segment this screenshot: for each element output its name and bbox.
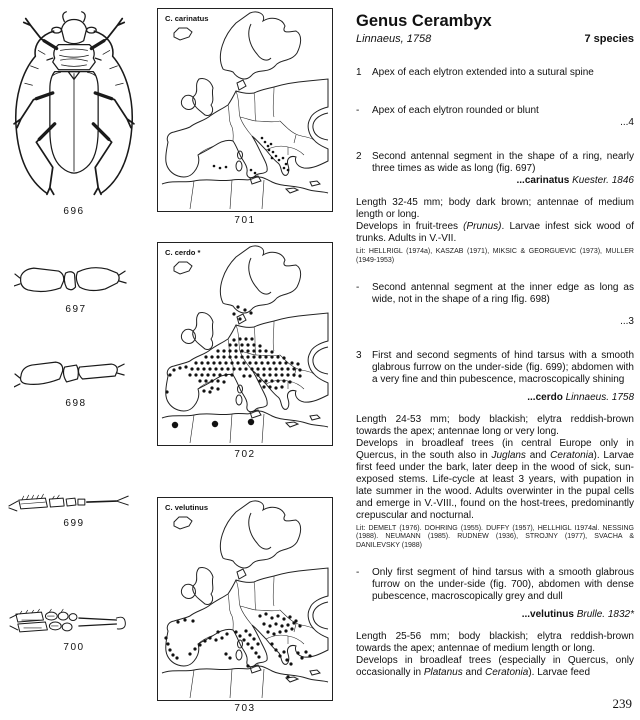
text-segment: First and second segments of hind tarsus with a smooth glabrous furrow on the under-side (fig. 699); abdomen with a very fine and thin pubescence, macroscopically shining bbox=[372, 349, 634, 385]
key-item bbox=[356, 105, 634, 117]
text-segment: ...cerdo bbox=[527, 391, 563, 403]
figure-tarsus-cerdo bbox=[6, 492, 142, 529]
key-item bbox=[356, 151, 634, 175]
distribution-dots bbox=[165, 305, 301, 428]
key-item bbox=[356, 567, 634, 603]
species-count: 7 species bbox=[584, 33, 634, 45]
text-segment: Ceratonia bbox=[484, 666, 529, 678]
map-cerdo bbox=[157, 242, 333, 446]
map-species-label: C. carinatus bbox=[165, 14, 209, 23]
text-segment: Develops in fruit-trees bbox=[356, 221, 464, 232]
europe-map-svg bbox=[158, 498, 332, 700]
text-segment: . Larvae infest sick wood of trunks. Adults in V.-VII. bbox=[356, 221, 634, 244]
text-segment: Second antennal segment at the inner edge as long as wide, not in the shape of a ring Ifig. 698) bbox=[372, 281, 634, 305]
antennal-segment-drawing bbox=[14, 356, 138, 396]
identification-key bbox=[356, 67, 634, 679]
figure-beetle-habitus bbox=[2, 6, 146, 217]
key-item-marker: - bbox=[356, 105, 360, 116]
map-figure-number: 701 bbox=[234, 215, 256, 226]
text-segment: Length 24-53 mm; body blackish; elytra reddish-brown towards the apex; antennae long or very long. bbox=[356, 413, 634, 437]
text-segment: Ceratonia bbox=[550, 449, 594, 461]
text-segment: ...carinatus bbox=[516, 175, 570, 186]
hind-tarsus-drawing bbox=[6, 606, 142, 640]
map-figure-number: 702 bbox=[234, 449, 256, 460]
page-number: 239 bbox=[612, 696, 632, 711]
figure-antennal-flat bbox=[14, 356, 138, 409]
key-item-text bbox=[372, 282, 634, 306]
species-paragraph bbox=[356, 438, 634, 522]
antennal-segment-drawing bbox=[14, 262, 138, 302]
text-segment: Apex of each elytron rounded or blunt bbox=[372, 105, 539, 116]
distribution-dots bbox=[213, 137, 290, 175]
species-paragraph bbox=[356, 221, 634, 245]
text-segment: Develops in broadleaf trees (especially in Quercus, only occasionally in bbox=[356, 654, 634, 678]
text-segment: ). Larvae feed bbox=[528, 666, 591, 678]
literature-note: Lit: DEMELT (1976). DOHRING (1955). DUFFY (1957), HELLHIGL I1974al. NESSING (1988). NEUMANN (1985). RUDNEW (1936), STROJNY (1977), SVACHA & DANILEVSKY (1988) bbox=[356, 524, 634, 550]
text-segment: Apex of each elytron extended into a sutural spine bbox=[372, 67, 594, 78]
text-segment: Length 25-56 mm; body blackish; elytra reddish-brown towards the apex; antennae of medium length or long. bbox=[356, 630, 634, 654]
key-item-text bbox=[372, 567, 634, 603]
species-paragraph bbox=[356, 631, 634, 655]
key-item-text bbox=[372, 105, 634, 117]
key-reference-line bbox=[356, 117, 634, 129]
species-paragraph bbox=[356, 197, 634, 221]
figure-number: 697 bbox=[65, 304, 87, 315]
map-species-label: C. cerdo * bbox=[165, 248, 201, 257]
text-segment: Juglans bbox=[491, 449, 526, 461]
key-item-text bbox=[372, 350, 634, 386]
europe-map-svg bbox=[158, 243, 332, 445]
figure-antennal-ring bbox=[14, 262, 138, 315]
text-segment: Second antennal segment in the shape of a ring, nearly three times as wide as long (fig. 697) bbox=[372, 151, 634, 174]
text-column bbox=[356, 12, 634, 679]
key-item-marker: 1 bbox=[356, 67, 362, 78]
species-paragraph bbox=[356, 655, 634, 679]
genus-author-row bbox=[356, 33, 634, 45]
text-segment: (Prunus) bbox=[463, 221, 502, 232]
key-item-marker: 2 bbox=[356, 151, 362, 162]
literature-note: Lit: HELLRIGL (1974a), KASZAB (1971), MIKSIC & GEORGUEVIC (1973), MULLER (1949-1953) bbox=[356, 248, 634, 264]
text-segment: and bbox=[525, 449, 551, 461]
text-segment: ...3 bbox=[620, 315, 634, 327]
figure-tarsus-velutinus bbox=[6, 606, 142, 653]
genus-author: Linnaeus, 1758 bbox=[356, 33, 432, 45]
text-segment: Develops in broadleaf trees (in central Europe only in Quercus, in the south also in bbox=[356, 437, 634, 461]
key-item-marker: - bbox=[356, 281, 360, 293]
key-item bbox=[356, 282, 634, 306]
text-segment: ). Larvae first feed under the bark, later deep in the wood of sick, sun-exposed stems. Life-cycle at least 3 years, with pupation in late summer in the wood. Adults overwinter in the pupal cells and emerge in V.-VIII., found on the host-trees, predominantly crepuscular and nocturnal. bbox=[356, 449, 634, 521]
text-segment: Length 32-45 mm; body dark brown; antennae of medium length or long. bbox=[356, 197, 634, 220]
text-segment: Platanus bbox=[423, 666, 463, 678]
page-title: Genus Cerambyx bbox=[356, 12, 492, 30]
text-segment: ...velutinus bbox=[521, 608, 574, 620]
key-item-text bbox=[372, 67, 634, 79]
key-reference-line bbox=[356, 316, 634, 328]
figure-number: 698 bbox=[65, 398, 87, 409]
species-paragraph bbox=[356, 414, 634, 438]
map-figure-number: 703 bbox=[234, 703, 256, 714]
key-reference-line bbox=[356, 609, 634, 621]
key-reference-line bbox=[356, 392, 634, 404]
beetle-drawing bbox=[2, 6, 146, 204]
figure-number: 696 bbox=[63, 206, 85, 217]
text-segment: Brulle. 1832* bbox=[573, 608, 634, 620]
key-item-text bbox=[372, 151, 634, 175]
figure-number: 699 bbox=[63, 518, 85, 529]
map-species-label: C. velutinus bbox=[165, 503, 209, 512]
europe-map-svg bbox=[158, 9, 332, 211]
key-reference-line bbox=[356, 175, 634, 187]
key-item bbox=[356, 67, 634, 79]
key-item bbox=[356, 350, 634, 386]
text-segment: Only first segment of hind tarsus with a smooth glabrous furrow on the under-side (fig. 700), abdomen with dense pubescence, macroscopically grey and dull bbox=[372, 566, 634, 602]
map-carinatus bbox=[157, 8, 333, 212]
hind-tarsus-drawing bbox=[6, 492, 142, 516]
key-item-marker: - bbox=[356, 566, 360, 578]
text-segment: Linnaeus. 1758 bbox=[562, 391, 634, 403]
text-segment: ...4 bbox=[620, 117, 634, 128]
text-segment: Kuester. 1846 bbox=[569, 175, 634, 186]
map-velutinus bbox=[157, 497, 333, 701]
text-segment: and bbox=[462, 666, 485, 678]
figure-number: 700 bbox=[63, 642, 85, 653]
key-item-marker: 3 bbox=[356, 349, 362, 361]
